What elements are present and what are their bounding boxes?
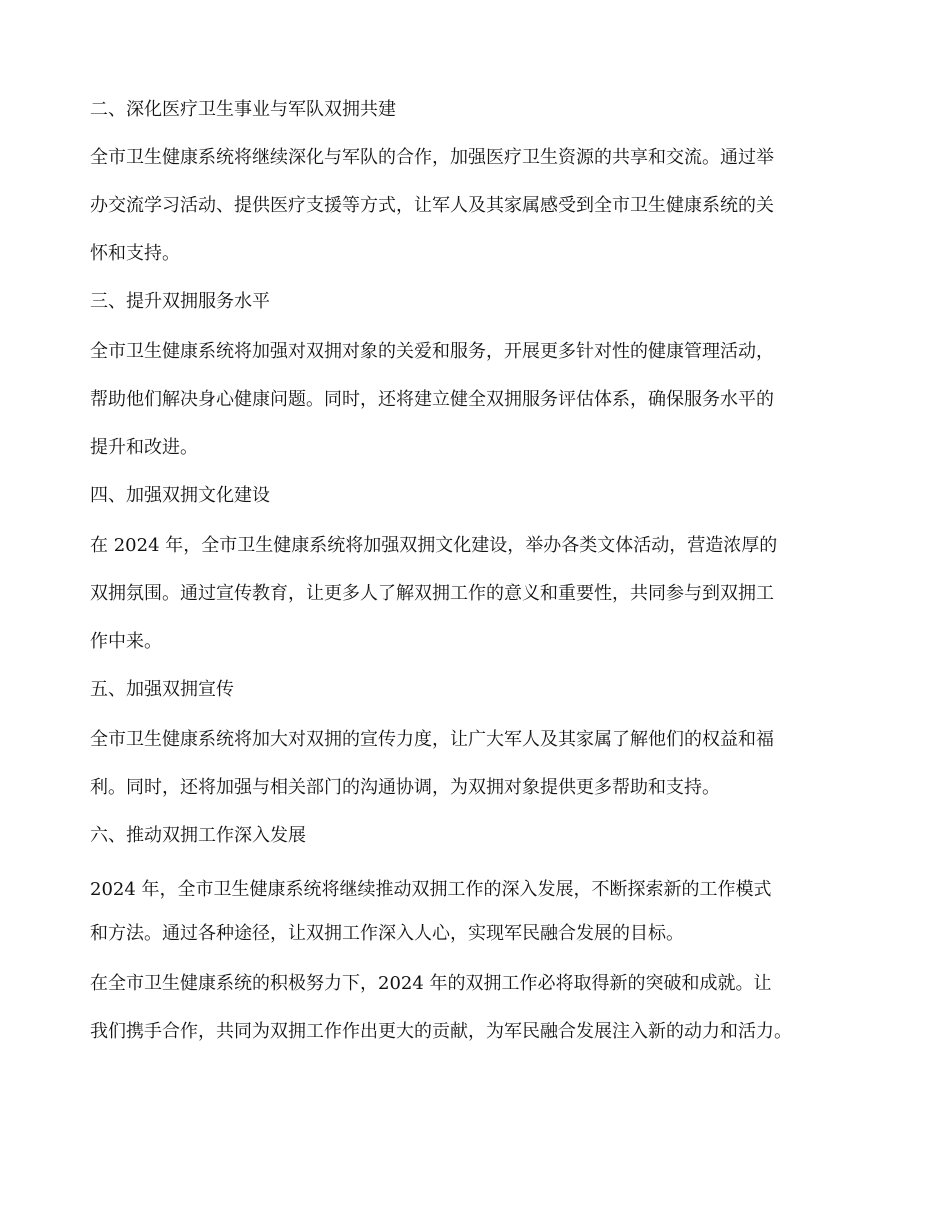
section-heading-4: 四、加强双拥文化建设 <box>90 485 270 506</box>
paragraph-line: 利。同时，还将加强与相关部门的沟通协调，为双拥对象提供更多帮助和支持。 <box>90 777 720 798</box>
paragraph-line: 全市卫生健康系统将继续深化与军队的合作，加强医疗卫生资源的共享和交流。通过举 <box>90 147 774 168</box>
paragraph-line: 提升和改进。 <box>90 437 198 458</box>
paragraph-line: 在全市卫生健康系统的积极努力下，2024 年的双拥工作必将取得新的突破和成就。让 <box>90 973 772 994</box>
section-heading-5: 五、加强双拥宣传 <box>90 679 234 700</box>
paragraph-line: 我们携手合作，共同为双拥工作作出更大的贡献，为军民融合发展注入新的动力和活力。 <box>90 1021 792 1042</box>
section-heading-2: 二、深化医疗卫生事业与军队双拥共建 <box>90 99 396 120</box>
paragraph-line: 全市卫生健康系统将加大对双拥的宣传力度，让广大军人及其家属了解他们的权益和福 <box>90 729 774 750</box>
paragraph-line: 2024 年，全市卫生健康系统将继续推动双拥工作的深入发展，不断探索新的工作模式 <box>90 879 772 900</box>
paragraph-line: 全市卫生健康系统将加强对双拥对象的关爱和服务，开展更多针对性的健康管理活动， <box>90 341 774 362</box>
paragraph-line: 怀和支持。 <box>90 243 180 264</box>
paragraph-line: 和方法。通过各种途径，让双拥工作深入人心，实现军民融合发展的目标。 <box>90 923 684 944</box>
paragraph-line: 作中来。 <box>90 631 162 652</box>
paragraph-line: 在 2024 年，全市卫生健康系统将加强双拥文化建设，举办各类文体活动，营造浓厚的 <box>90 535 778 556</box>
paragraph-line: 帮助他们解决身心健康问题。同时，还将建立健全双拥服务评估体系，确保服务水平的 <box>90 389 774 410</box>
paragraph-line: 办交流学习活动、提供医疗支援等方式，让军人及其家属感受到全市卫生健康系统的关 <box>90 195 774 216</box>
paragraph-line: 双拥氛围。通过宣传教育，让更多人了解双拥工作的意义和重要性，共同参与到双拥工 <box>90 583 774 604</box>
section-heading-6: 六、推动双拥工作深入发展 <box>90 825 306 846</box>
section-heading-3: 三、提升双拥服务水平 <box>90 291 270 312</box>
